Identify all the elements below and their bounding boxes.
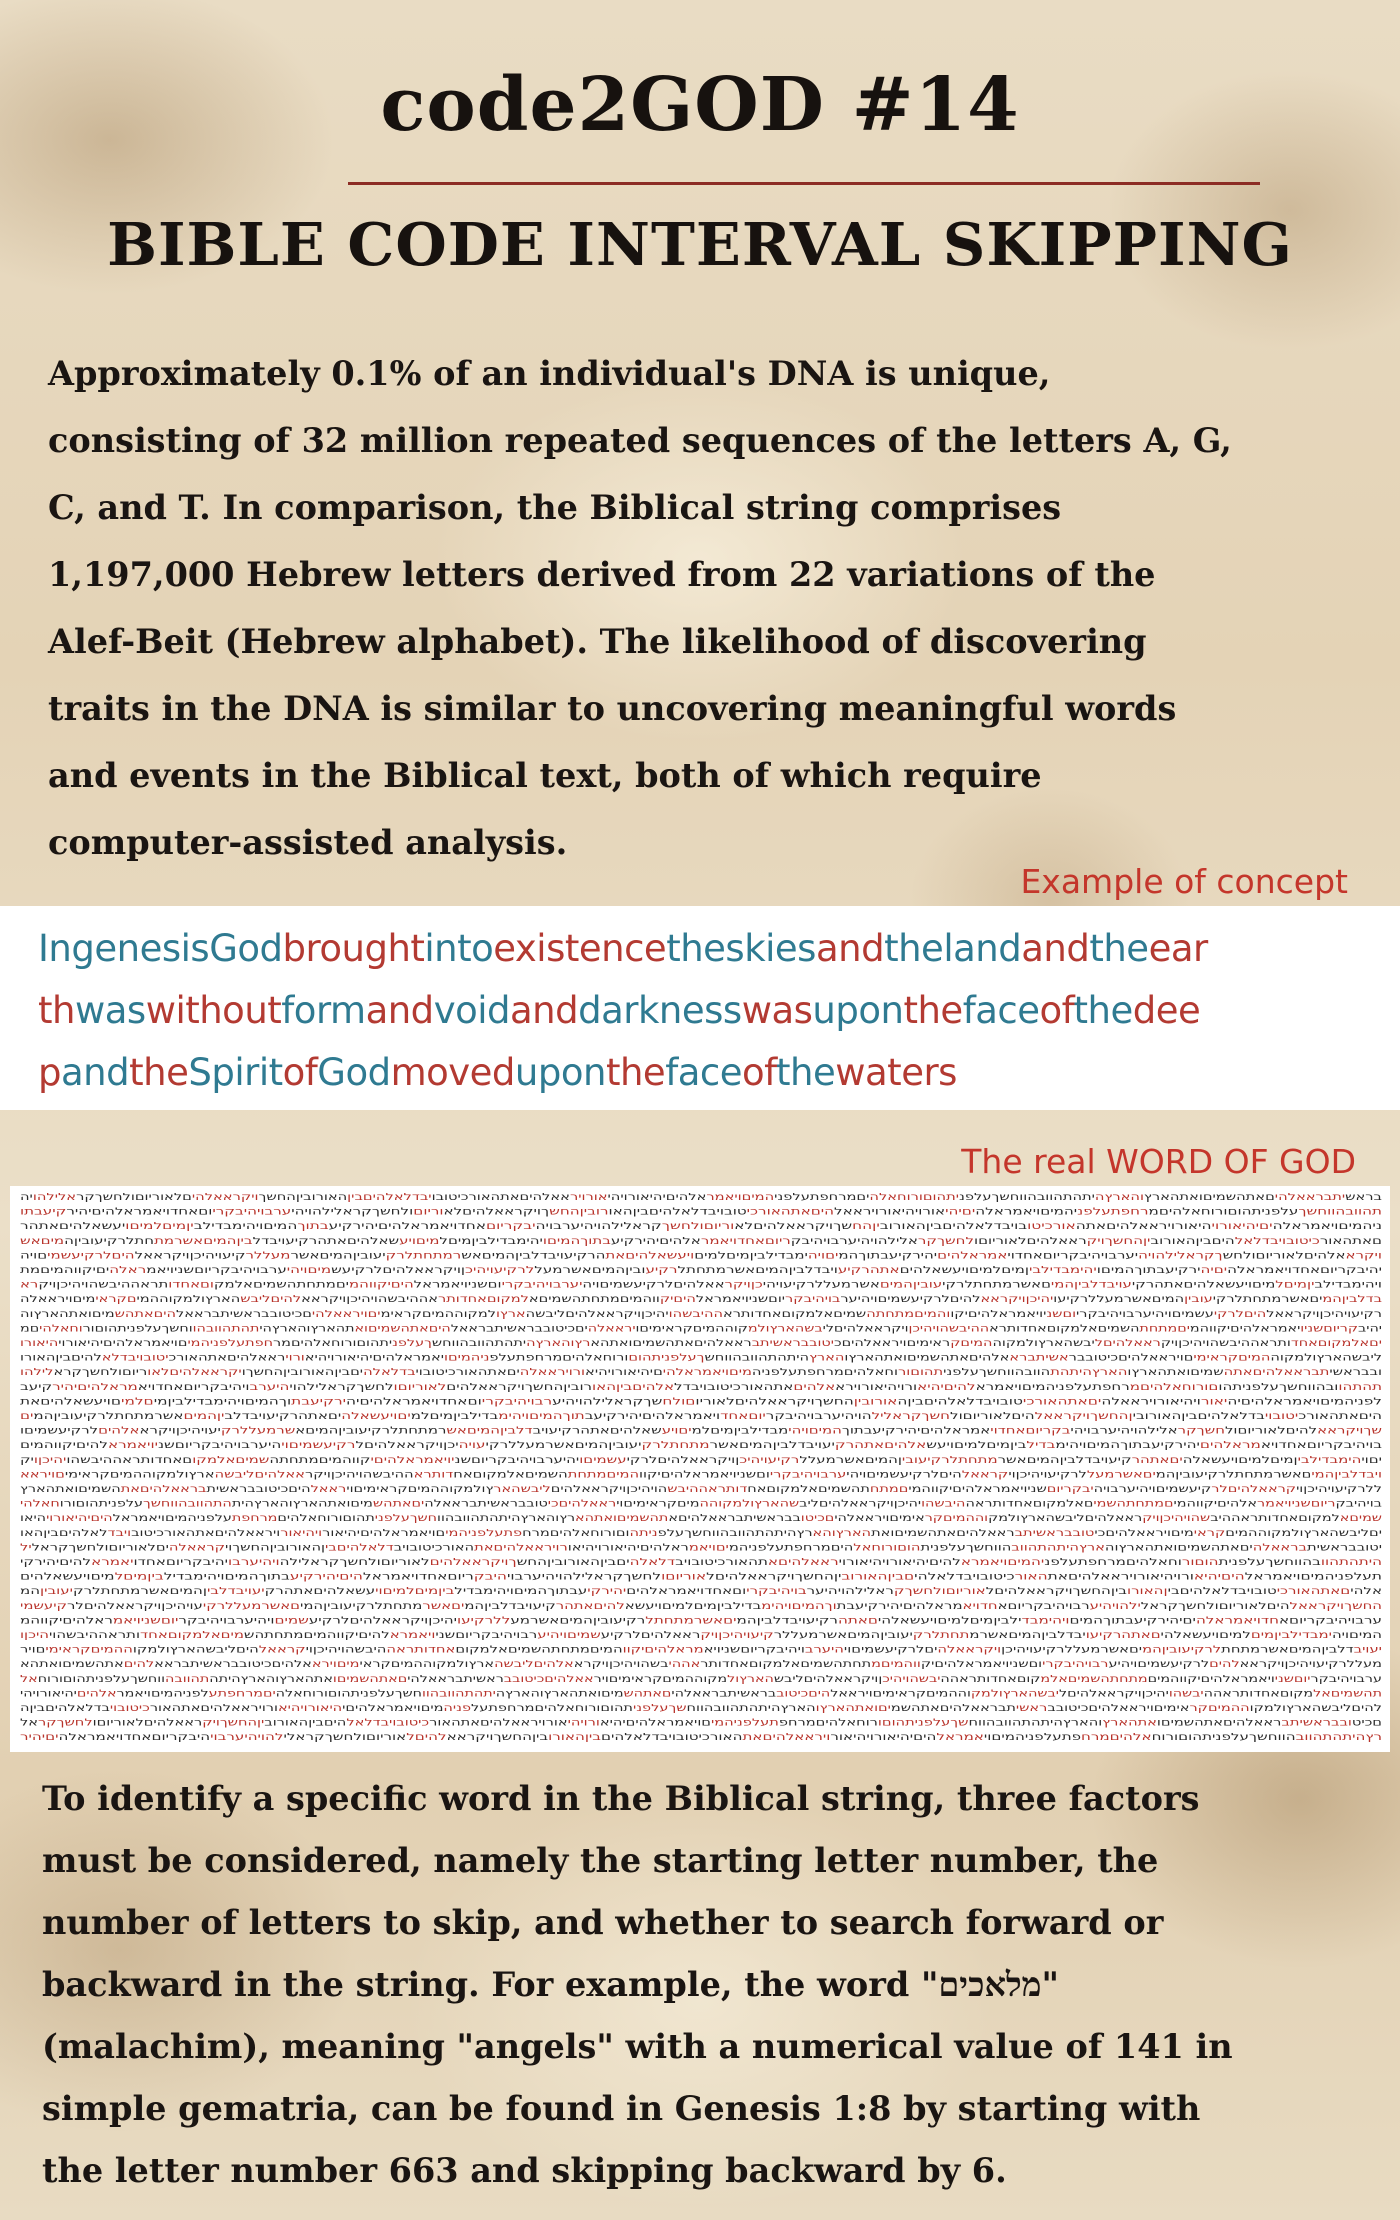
example-word: face xyxy=(962,989,1040,1032)
example-word: genesis xyxy=(71,927,210,970)
hebrew-text-row: ניהמיםויאמראלהיםיהיאורויהיאורויראאלהיםאתהאורכיטובויבדלאלהיםביןהאורוביןהחשךויקראאלהיםלאוריוםולחשךקראלילהויהיערבויהיבקריוםאחדויאמראלהיםיהירקיעבתוךהמיםויהימבדילביןמיםלמיםויעשאלהיםאתהר xyxy=(20,1221,1360,1233)
example-word: th xyxy=(38,989,75,1032)
hebrew-text-row: להיםליבשהארץולמקוההמיםקראימיםויראאלהיםכיטובבראשיתבראאלהיםאתהשמיםואתהארץוהארץהיתהתהוובהווחשךעלפניתהוםורוחאלהיםמרחפתעלפניהמיםויאמראלהיםיהיאורויהיאורויראאלהיםאתהאורכיטובויבדלאלהיםביןה xyxy=(20,1703,1368,1714)
hebrew-text-row: תעלפניהמיםויאמראלהיםיהיאורויהיאורויראאלהיםאתהאורכיטובויבדלאלהיםביןהאורוביןהחשךויקראאלהיםלאוריוםולחשךקראלילהויהיערבויהיבקריוםאחדויאמראלהיםיהירקיעבתוךהמיםויהימבדילביןמיםלמיםויעשאלהים xyxy=(20,1571,1365,1583)
hebrew-text-row: היתהתהוובהווחשךעלפניתהוםורוחאלהיםמרחפתעלפניהמיםויאמראלהיםיהיאורויהיאורויראאלהיםאתהאורכיטובויבדלאלהיםביןהאורוביןהחשךויקראאלהיםלאוריוםולחשךקראלילהויהיערבויהיבקריוםאחדויאמראלהיםיהירקי xyxy=(20,1557,1360,1568)
example-word: God xyxy=(317,1051,391,1094)
hebrew-text-row: בויהיבקריוםשניויאמראלהיםיקווהמיםמתחתהשמיםאלמקוםאחדותראההיבשהויהיכןויקראאלהיםליבשהארץולמקוההמיםקראימיםויראאלהיםכיטובבראשיתבראאלהיםאתהשמיםואתהארץוהארץהיתהתהוובהווחשךעלפניתהוםורוחאלהי xyxy=(20,1498,1367,1510)
intro-line: 1,197,000 Hebrew letters derived from 22 variations of the xyxy=(48,555,1156,594)
example-word: without xyxy=(145,989,282,1032)
example-word: the xyxy=(903,989,963,1032)
explanation-line: backward in the string. For example, the word "מלאכים" xyxy=(42,1965,1059,2004)
explanation-line: (malachim), meaning "angels" with a numerical value of 141 in xyxy=(42,2027,1233,2066)
explanation-line: number of letters to skip, and whether to search forward or xyxy=(42,1903,1164,1942)
example-line xyxy=(38,980,1378,1042)
example-word: and xyxy=(510,989,579,1032)
hebrew-text-row: רץהיתהתהוובהווחשךעלפניתהוםורוחאלהיםמרחפתעלפניהמיםויאמראלהיםיהיאורויהיאורויראאלהיםאתהאורכיטובויבדלאלהיםביןהאורוביןהחשךויקראאלהיםלאוריוםולחשךקראלילהויהיערבויהיבקריוםאחדויאמראלהיםיהיר xyxy=(20,1732,1351,1744)
hebrew-text-row: םאתהאורכיטובויבדלאלהיםביןהאורוביןהחשךויקראאלהיםלאוריוםולחשךקראלילהויהיערבויהיבקריוםאחדויאמראלהיםיהירקיעבתוךהמיםויהימבדילביןמיםלמיםויעשאלהיםאתהרקיעויבדלביןהמיםאשרמתחתלרקיעוביןהמיםאש xyxy=(20,1235,1360,1247)
example-word: land xyxy=(943,927,1022,970)
page-title: code2GOD #14 xyxy=(380,62,1020,148)
explanation-line: the letter number 663 and skipping backward by 6. xyxy=(42,2151,1007,2190)
hebrew-text-row: ויהימבדילביןמיםלמיםויעשאלהיםאתהרקיעויבדלביןהמיםאשרמתחתלרקיעוביןהמיםאשרמעללרקיעויהיכןויקראאלהיםלרקיעשמיםויהיערבויהיבקריוםשניויאמראלהיםיקווהמיםמתחתהשמיםאלמקוםאחדותראההיבשהויהיכןויקרא xyxy=(20,1279,1359,1291)
example-word: and xyxy=(1021,927,1090,970)
hebrew-text-row: ויקראאלהיםלאוריוםולחשךקראלילהויהיערבויהיבקריוםאחדויאמראלהיםיהירקיעבתוךהמיםויהימבדילביןמיםלמיםויעשאלהיםאתהרקיעויבדלביןהמיםאשרמתחתלרקיעוביןהמיםאשרמעללרקיעויהיכןויקראאלהיםלרקיעשמיםויה xyxy=(20,1250,1369,1262)
hebrew-text-row: יםאלמקוםאחדותראההיבשהויהיכןויקראאלהיםליבשהארץולמקוההמיםקראימיםויראאלהיםכיטובבראשיתבראאלהיםאתהשמיםואתהארץוהארץהיתהתהוובהווחשךעלפניתהוםורוחאלהיםמרחפתעלפניהמיםויאמראלהיםיהיאורויהיאורו xyxy=(20,1338,1352,1349)
hebrew-text-row: מעללרקיעויהיכןויקראאלהיםלרקיעשמיםויהיערבויהיבקריוםשניויאמראלהיםיקווהמיםמתחתהשמיםאלמקוםאחדותראההיבשהויהיכןויקראאלהיםליבשהארץולמקוההמיםקראימיםויראאלהיםכיטובבראשיתבראאלהיםאתהשמיםואתהא xyxy=(20,1659,1354,1671)
intro-paragraph xyxy=(48,340,1368,876)
example-line xyxy=(38,1042,1378,1104)
intro-line: traits in the DNA is similar to uncovering meaningful words xyxy=(48,689,1177,728)
explanation-line: simple gematria, can be found in Genesis 1:8 by starting with xyxy=(42,2089,1201,2128)
explanation-paragraph xyxy=(42,1768,1372,2202)
intro-line: and events in the Biblical text, both of which require xyxy=(48,756,1042,795)
hebrew-text-row: תהוובהווחשךעלפניתהוםורוחאלהיםמרחפתעלפניהמיםויאמראלהיםיהיאורויהיאורויראאלהיםאתהאורכיטובויבדלאלהיםביןהאורוביןהחשךויקראאלהיםלאוריוםולחשךקראלילהויהיערבויהיבקריוםאחדויאמראלהיםיהירקיעבתו xyxy=(20,1206,1352,1218)
hebrew-text-row: המיםויהימבדילביןמיםלמיםויעשאלהיםאתהרקיעויבדלביןהמיםאשרמתחתלרקיעוביןהמיםאשרמעללרקיעויהיכןויקראאלהיםלרקיעשמיםויהיערבויהיבקריוםשניויאמראלהיםיקווהמיםמתחתהשמיםאלמקוםאחדותראההיבשהויהיכןו xyxy=(20,1630,1365,1641)
example-word: form xyxy=(281,989,366,1032)
intro-line: computer-assisted analysis. xyxy=(48,823,568,862)
example-word: God xyxy=(209,927,283,970)
example-word: the xyxy=(605,1051,666,1094)
example-word: waters xyxy=(835,1051,957,1094)
hebrew-text-row: שמיםאלמקוםאחדותראההיבשהויהיכןויקראאלהיםליבשהארץולמקוההמיםקראימיםויראאלהיםכיטובבראשיתבראאלהיםאתהשמיםואתהארץוהארץהיתהתהוובהווחשךעלפניתהוםורוחאלהיםמרחפתעלפניהמיםויאמראלהיםיהיאורויהיאו xyxy=(19,1513,1369,1525)
example-text xyxy=(38,918,1378,1104)
word-of-god-caption: The real WORD OF GOD xyxy=(961,1142,1356,1181)
example-word: the xyxy=(129,1051,189,1094)
example-word: of xyxy=(742,1051,777,1094)
example-word: the xyxy=(666,927,726,970)
hebrew-text-row: ערבויהיבקריוםאחדויאמראלהיםיהירקיעבתוךהמיםויהימבדילביןמיםלמיםויעשאלהיםאתהרקיעויבדלביןהמיםאשרמתחתלרקיעוביןהמיםאשרמעללרקיעויהיכןויקראאלהיםלרקיעשמיםויהיערבויהיבקריוםשניויאמראלהיםיקווהמ xyxy=(20,1615,1358,1627)
example-word: skies xyxy=(725,927,816,970)
title-divider xyxy=(348,182,1260,185)
hebrew-text-row: ללרקיעויהיכןויקראאלהיםלרקיעשמיםויהיערבויהיבקריוםשניויאמראלהיםיקווהמיםמתחתהשמיםאלמקוםאחדותראההיבשהויהיכןויקראאלהיםליבשהארץולמקוההמיםקראימיםויראאלהיםכיטובבראשיתבראאלהיםאתהשמיםואתהארץ xyxy=(20,1484,1361,1495)
example-word: face xyxy=(665,1051,742,1094)
hebrew-text-row: תהתהוובהווחשךעלפניתהוםורוחאלהיםמרחפתעלפניהמיםויאמראלהיםיהיאורויהיאורויראאלהיםאתהאורכיטובויבדלאלהיםביןהאורוביןהחשךויקראאלהיםלאוריוםולחשךקראלילהויהיערבויהיבקריוםאחדויאמראלהיםיהירקיעב xyxy=(20,1381,1367,1393)
hebrew-text-row: ליבשהארץולמקוההמיםקראימיםויראאלהיםכיטובבראשיתבראאלהיםאתהשמיםואתהארץוהארץהיתהתהוובהווחשךעלפניתהוםורוחאלהיםמרחפתעלפניהמיםויאמראלהיםיהיאורויהיאורויראאלהיםאתהאורכיטובויבדלאלהיםביןהאורו xyxy=(20,1352,1359,1364)
hebrew-text-row: תהשמיםאלמקוםאחדותראההיבשהויהיכןויקראאלהיםליבשהארץולמקוההמיםקראימיםויראאלהיםכיטובבראשיתבראאלהיםאתהשמיםואתהארץוהארץהיתהתהוובהווחשךעלפניתהוםורוחאלהיםמרחפתעלפניהמיםויאמראלהיםיהיאורויהי xyxy=(20,1688,1360,1700)
example-word: and xyxy=(365,989,434,1032)
example-word: moved xyxy=(390,1051,515,1094)
example-word: brought xyxy=(282,927,425,970)
example-word: darkness xyxy=(578,989,742,1032)
example-word: the xyxy=(776,1051,836,1094)
hebrew-text-row: היםאתהאורכיטובויבדלאלהיםביןהאורוביןהחשךויקראאלהיםלאוריוםולחשךקראלילהויהיערבויהיבקריוםאחדויאמראלהיםיהירקיעבתוךהמיםויהימבדילביןמיםלמיםויעשאלהיםאתהרקיעויבדלביןהמיםאשרמתחתלרקיעוביןהמים xyxy=(20,1411,1352,1422)
example-word: In xyxy=(38,927,72,970)
example-band xyxy=(0,906,1400,1110)
example-word: the xyxy=(1073,989,1133,1032)
example-word: existence xyxy=(493,927,667,970)
hebrew-text-row: יהיבקריוםשניויאמראלהיםיקווהמיםמתחתהשמיםאלמקוםאחדותראההיבשהויהיכןויקראאלהיםליבשהארץולמקוההמיםקראימיםויראאלהיםכיטובבראשיתבראאלהיםאתהשמיםואתהארץוהארץהיתהתהוובהווחשךעלפניתהוםורוחאלהיםמ xyxy=(20,1323,1375,1335)
hebrew-text-row: אלהיםאתהאורכיטובויבדלאלהיםביןהאורוביןהחשךויקראאלהיםלאוריוםולחשךקראלילהויהיערבויהיבקריוםאחדויאמראלהיםיהירקיעבתוךהמיםויהימבדילביןמיםלמיםויעשאלהיםאתהרקיעויבדלביןהמיםאשרמתחתלרקיעוביןהמ xyxy=(20,1586,1371,1598)
example-word: upon xyxy=(812,989,904,1032)
example-word: and xyxy=(815,927,885,970)
example-word: ear xyxy=(1148,927,1208,970)
hebrew-text-row: בראשיתבראאלהיםאתהשמיםואתהארץוהארץהיתהתהוובהווחשךעלפניתהוםורוחאלהיםמרחפתעלפניהמיםויאמראלהיםיהיאורויהיאורויראאלהיםאתהאורכיטובויבדלאלהיםביןהאורוביןהחשךויקראאלהיםלאוריוםולחשךקראלילהויה xyxy=(20,1192,1370,1203)
example-word: dee xyxy=(1132,989,1201,1032)
example-word: the xyxy=(884,927,944,970)
example-word: p xyxy=(38,1051,61,1094)
hebrew-text-row: רקיעויהיכןויקראאלהיםלרקיעשמיםויהיערבויהיבקריוםשניויאמראלהיםיקווהמיםמתחתהשמיםאלמקוםאחדותראההיבשהויהיכןויקראאלהיםליבשהארץולמקוההמיםקראימיםויראאלהיםכיטובבראשיתבראאלהיםאתהשמיםואתהארץוה xyxy=(20,1308,1370,1320)
hebrew-text-row: החשךויקראאלהיםלאוריוםולחשךקראלילהויהיערבויהיבקריוםאחדויאמראלהיםיהירקיעבתוךהמיםויהימבדילביןמיםלמיםויעשאלהיםאתהרקיעויבדלביןהמיםאשרמתחתלרקיעוביןהמיםאשרמעללרקיעויהיכןויקראאלהיםלרקיעשמי xyxy=(20,1600,1350,1612)
example-line xyxy=(38,918,1378,980)
hebrew-text-grid xyxy=(10,1186,1390,1752)
page-subtitle: BIBLE CODE INTERVAL SKIPPING xyxy=(107,210,1293,279)
example-word: and xyxy=(61,1051,130,1094)
hebrew-text-row: לפניהמיםויאמראלהיםיהיאורויהיאורויראאלהיםאתהאורכיטובויבדלאלהיםביןהאורוביןהחשךויקראאלהיםלאוריוםולחשךקראלילהויהיערבויהיבקריוםאחדויאמראלהיםיהירקיעבתוךהמיםויהימבדילביןמיםלמיםויעשאלהיםאת xyxy=(20,1396,1349,1408)
example-word: of xyxy=(282,1051,318,1094)
hebrew-text-row: בויהיבקריוםאחדויאמראלהיםיהירקיעבתוךהמיםויהימבדילביןמיםלמיםויעשאלהיםאתהרקיעויבדלביןהמיםאשרמתחתלרקיעוביןהמיםאשרמעללרקיעויהיכןויקראאלהיםלרקיעשמיםויהיערבויהיבקריוםשניויאמראלהיםיקווהמים xyxy=(20,1440,1368,1452)
intro-line: Approximately 0.1% of an individual's DNA is unique, xyxy=(48,354,1051,393)
example-word: was xyxy=(741,989,813,1032)
intro-line: consisting of 32 million repeated sequences of the letters A, G, xyxy=(48,421,1232,460)
hebrew-text-row: יטובבראשיתבראאלהיםאתהשמיםואתהארץוהארץהיתהתהוובהווחשךעלפניתהוםורוחאלהיםמרחפתעלפניהמיםויאמראלהיםיהיאורויהיאורויראאלהיםאתהאורכיטובויבדלאלהיםביןהאורוביןהחשךויקראאלהיםלאוריוםולחשךקראליל xyxy=(20,1542,1357,1554)
hebrew-text-row: שךויקראאלהיםלאוריוםולחשךקראלילהויהיערבויהיבקריוםאחדויאמראלהיםיהירקיעבתוךהמיםויהימבדילביןמיםלמיםויעשאלהיםאתהרקיעויבדלביןהמיםאשרמתחתלרקיעוביןהמיםאשרמעללרקיעויהיכןויקראאלהיםלרקיעשמיםו xyxy=(20,1425,1359,1437)
intro-line: C, and T. In comparison, the Biblical string comprises xyxy=(48,488,1062,527)
intro-line: Alef-Beit (Hebrew alphabet). The likelihood of discovering xyxy=(48,622,1147,661)
hebrew-text-row: יהיבקריוםאחדויאמראלהיםיהירקיעבתוךהמיםויהימבדילביןמיםלמיםויעשאלהיםאתהרקיעויבדלביןהמיםאשרמתחתלרקיעוביןהמיםאשרמעללרקיעויהיכןויקראאלהיםלרקיעשמיםויהיערבויהיבקריוםשניויאמראלהיםיקווהמיםמת xyxy=(20,1265,1350,1276)
explanation-line: must be considered, namely the starting letter number, the xyxy=(42,1841,1159,1880)
hebrew-text-row: בדלביןהמיםאשרמתחתלרקיעוביןהמיםאשרמעללרקיעויהיכןויקראאלהיםלרקיעשמיםויהיערבויהיבקריוםשניויאמראלהיםיקווהמיםמתחתהשמיםאלמקוםאחדותראההיבשהויהיכןויקראאלהיםליבשהארץולמקוההמיםקראימיםויראאלה xyxy=(20,1294,1362,1306)
hebrew-text-row: ובבראשיתבראאלהיםאתהשמיםואתהארץוהארץהיתהתהוובהווחשךעלפניתהוםורוחאלהיםמרחפתעלפניהמיםויאמראלהיםיהיאורויהיאורויראאלהיםאתהאורכיטובויבדלאלהיםביןהאורוביןהחשךויקראאלהיםלאוריוםולחשךקראלילהו xyxy=(20,1367,1364,1379)
explanation-line: To identify a specific word in the Biblical string, three factors xyxy=(42,1779,1200,1818)
example-caption: Example of concept xyxy=(1020,862,1348,901)
hebrew-text-row: ערבויהיבקריוםשניויאמראלהיםיקווהמיםמתחתהשמיםאלמקוםאחדותראההיבשהויהיכןויקראאלהיםליבשהארץולמקוההמיםקראימיםויראאלהיםכיטובבראשיתבראאלהיםאתהשמיםואתהארץוהארץהיתהתהוובהווחשךעלפניתהוםורוחאל xyxy=(20,1673,1359,1685)
hebrew-text-row: ויבדלביןהמיםאשרמתחתלרקיעוביןהמיםאשרמעללרקיעויהיכןויקראאלהיםלרקיעשמיםויהיערבויהיבקריוםשניויאמראלהיםיקווהמיםמתחתהשמיםאלמקוםאחדותראההיבשהויהיכןויקראאלהיםליבשהארץולמקוההמיםקראימיםויראא xyxy=(19,1469,1358,1481)
hebrew-text-row: יםויהימבדילביןמיםלמיםויעשאלהיםאתהרקיעויבדלביןהמיםאשרמתחתלרקיעוביןהמיםאשרמעללרקיעויהיכןויקראאלהיםלרקיעשמיםויהיערבויהיבקריוםשניויאמראלהיםיקווהמיםמתחתהשמיםאלמקוםאחדותראההיבשהויהיכןויק xyxy=(19,1454,1375,1466)
hebrew-text-row: יםליבשהארץולמקוההמיםקראימיםויראאלהיםכיטובבראשיתבראאלהיםאתהשמיםואתהארץוהארץהיתהתהוובהווחשךעלפניתהוםורוחאלהיםמרחפתעלפניהמיםויאמראלהיםיהיאורויהיאורויראאלהיםאתהאורכיטובויבדלאלהיםביןהאו xyxy=(20,1527,1352,1539)
example-word: of xyxy=(1039,989,1074,1032)
hebrew-text-row: םכיטובבראשיתבראאלהיםאתהשמיםואתהארץוהארץהיתהתהוובהווחשךעלפניתהוםורוחאלהיםמרחפתעלפניהמיםויאמראלהיםיהיאורויהיאורויראאלהיםאתהאורכיטובויבדלאלהיםביןהאורוביןהחשךויקראאלהיםלאוריוםולחשךקראל xyxy=(20,1717,1372,1729)
example-word: into xyxy=(424,927,494,970)
example-word: the xyxy=(1089,927,1149,970)
example-word: was xyxy=(74,989,146,1032)
hebrew-letter-grid xyxy=(10,1186,1390,1752)
example-word: upon xyxy=(514,1051,606,1094)
example-word: Spirit xyxy=(188,1051,283,1094)
example-word: void xyxy=(433,989,510,1032)
hebrew-text-row: יעויבדלביןהמיםאשרמתחתלרקיעוביןהמיםאשרמעללרקיעויהיכןויקראאלהיםלרקיעשמיםויהיערבויהיבקריוםשניויאמראלהיםיקווהמיםמתחתהשמיםאלמקוםאחדותראההיבשהויהיכןויקראאלהיםליבשהארץולמקוההמיםקראימיםויר xyxy=(20,1644,1373,1656)
